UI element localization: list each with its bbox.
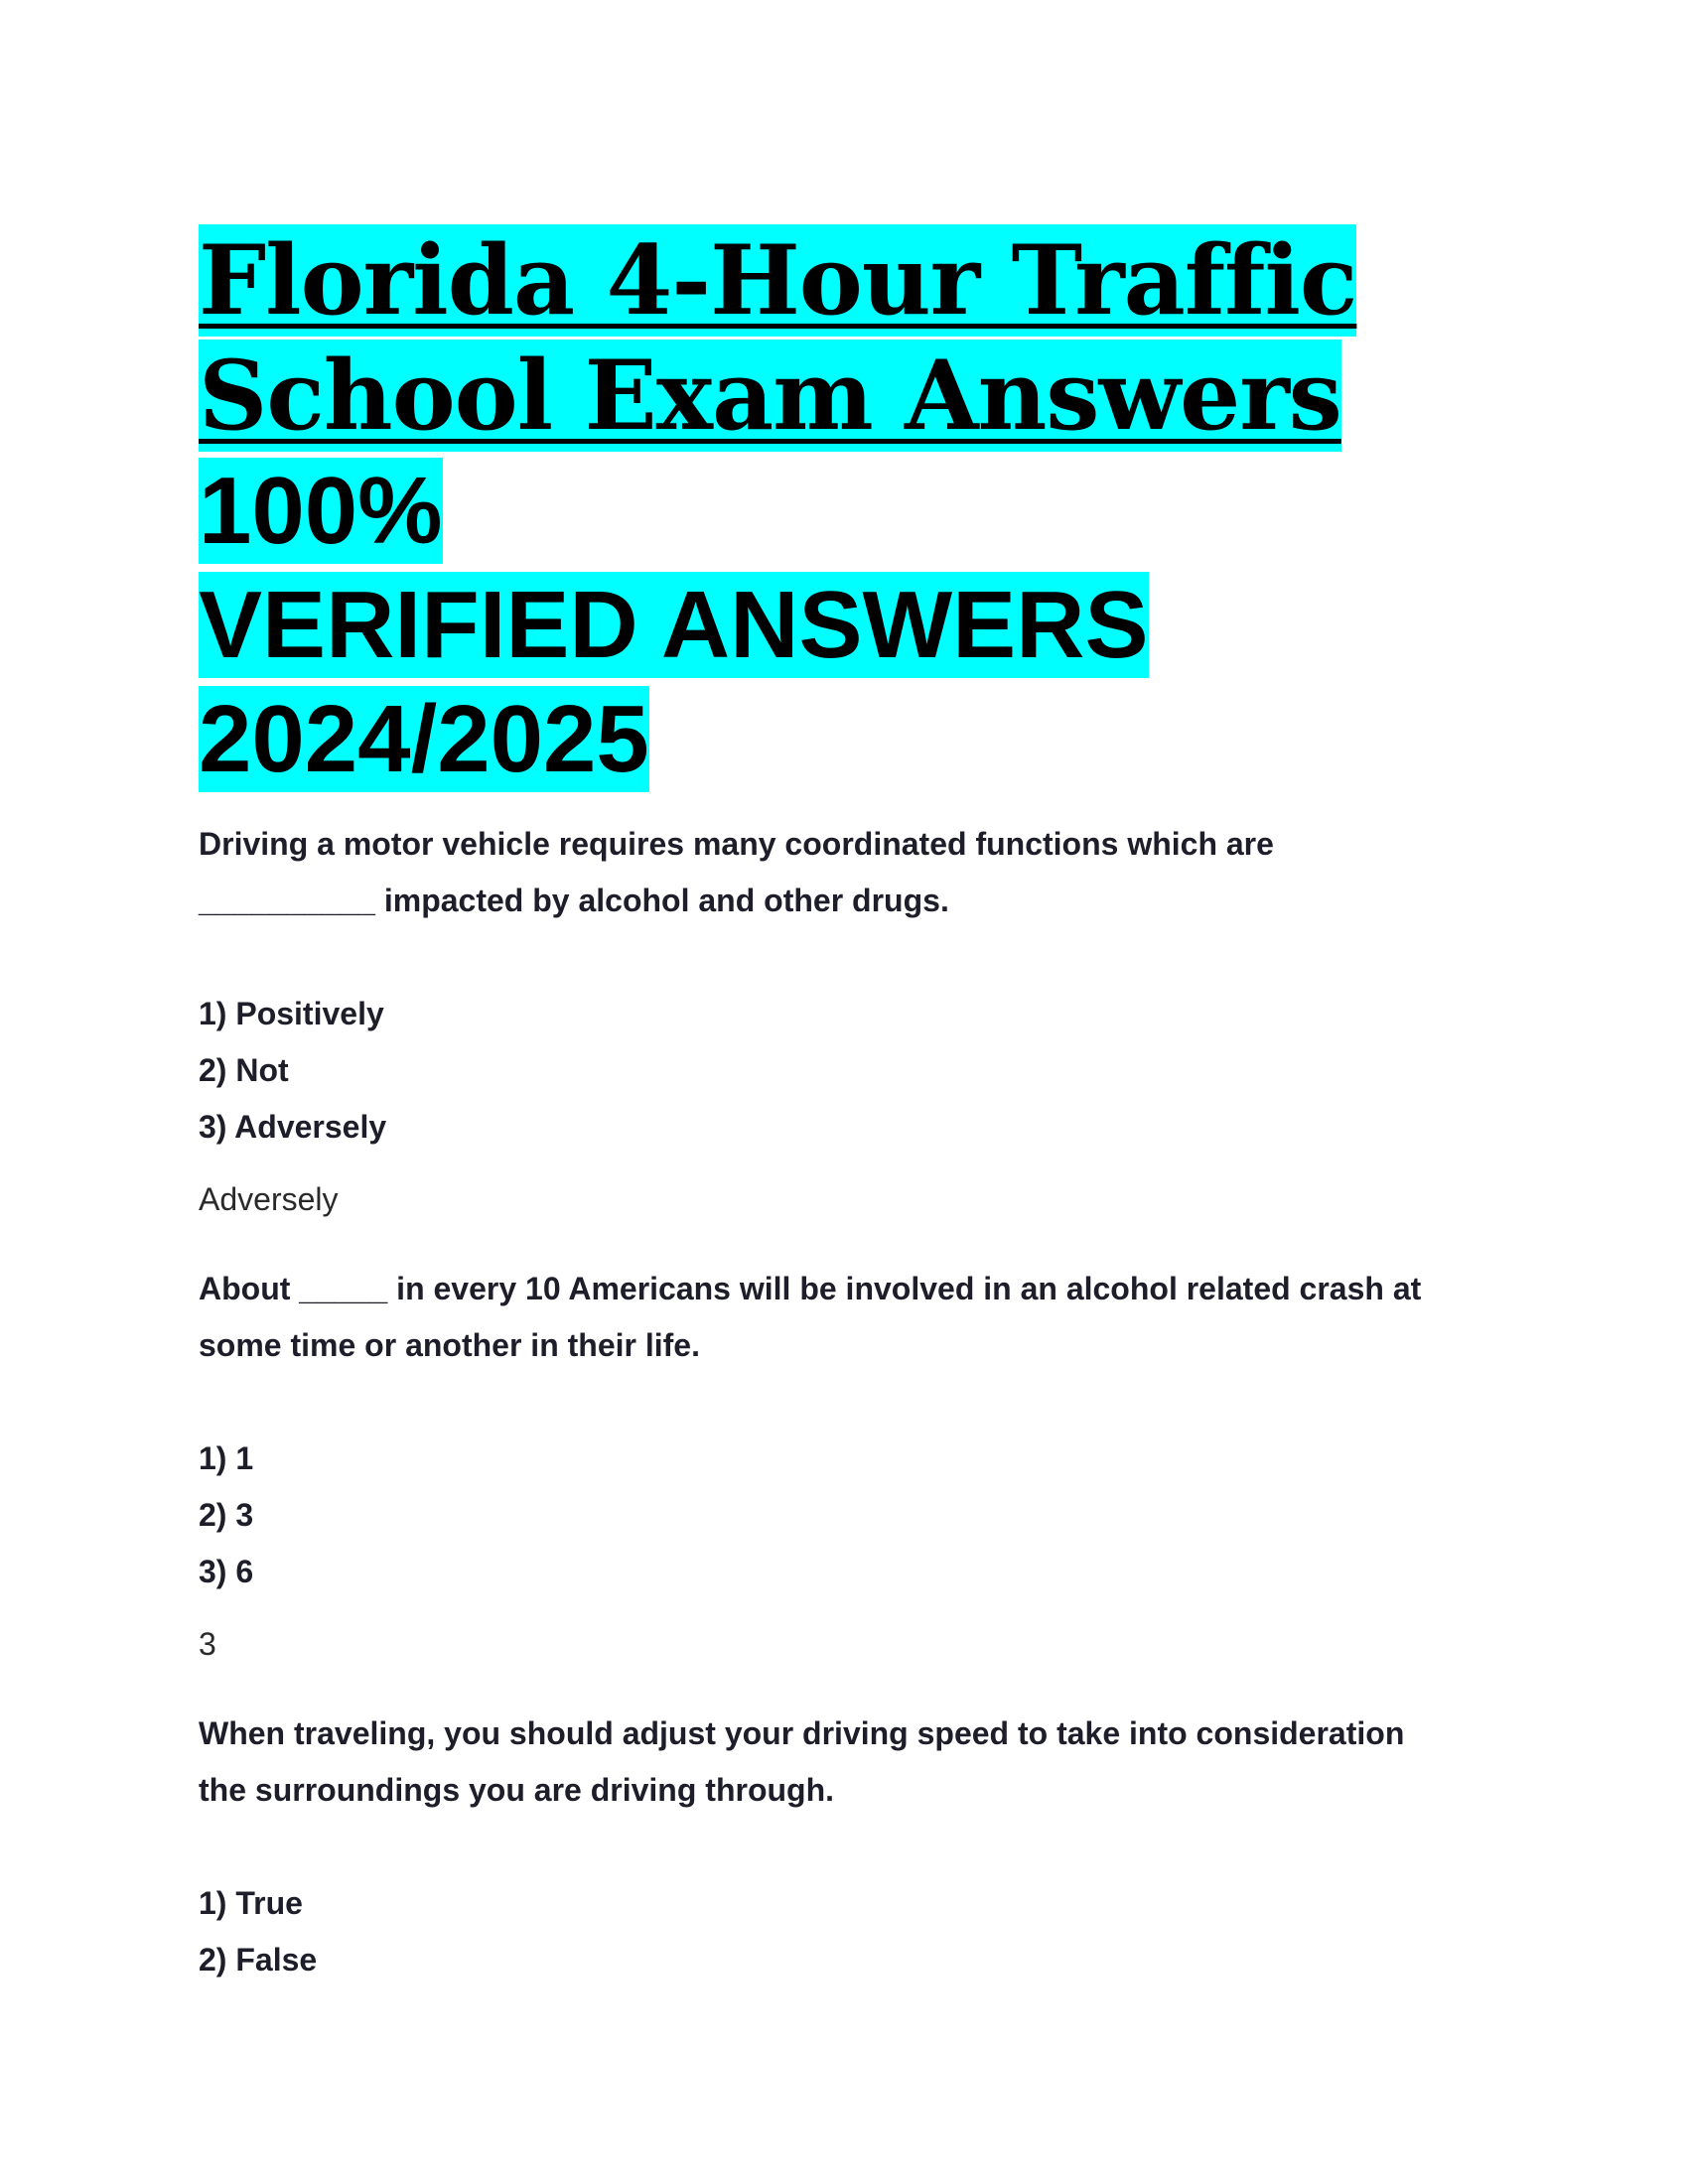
- option-item: 2) False: [199, 1942, 318, 1978]
- option-item: 1) True: [199, 1885, 303, 1921]
- question-line: Driving a motor vehicle requires many coordinated functions which are: [199, 826, 1274, 862]
- title-serif-line-1: Florida 4-Hour Traffic: [199, 224, 1357, 337]
- options-list: [199, 986, 1489, 1156]
- question-line: About _____ in every 10 Americans will be involved in an alcohol related crash at: [199, 1271, 1422, 1306]
- title-serif-line-2: School Exam Answers: [199, 340, 1341, 452]
- option-item: 2) Not: [199, 1052, 289, 1088]
- option-item: 3) 6: [199, 1554, 254, 1589]
- options-list: [199, 1875, 1489, 1988]
- title-year: 2024/2025: [199, 686, 649, 792]
- question-text: [199, 1706, 1489, 1819]
- question-block-1: [199, 816, 1489, 1228]
- option-item: 1) Positively: [199, 996, 384, 1031]
- options-list: [199, 1431, 1489, 1600]
- option-item: 1) 1: [199, 1440, 254, 1476]
- document-content: [199, 223, 1489, 1988]
- question-text: [199, 816, 1489, 929]
- question-block-3: [199, 1706, 1489, 1988]
- answer-text: 3: [199, 1626, 216, 1662]
- question-list: [199, 816, 1489, 1988]
- document-title: [199, 223, 1489, 796]
- question-line: __________ impacted by alcohol and other drugs.: [199, 883, 949, 918]
- question-line: the surroundings you are driving through.: [199, 1772, 835, 1808]
- answer-text: Adversely: [199, 1181, 339, 1217]
- option-item: 3) Adversely: [199, 1109, 387, 1145]
- question-line: some time or another in their life.: [199, 1327, 700, 1363]
- title-percent: 100%: [199, 458, 443, 564]
- question-line: When traveling, you should adjust your driving speed to take into consideration: [199, 1715, 1405, 1751]
- option-item: 2) 3: [199, 1497, 254, 1533]
- question-block-2: [199, 1261, 1489, 1673]
- title-verified: VERIFIED ANSWERS: [199, 572, 1149, 678]
- question-text: [199, 1261, 1489, 1374]
